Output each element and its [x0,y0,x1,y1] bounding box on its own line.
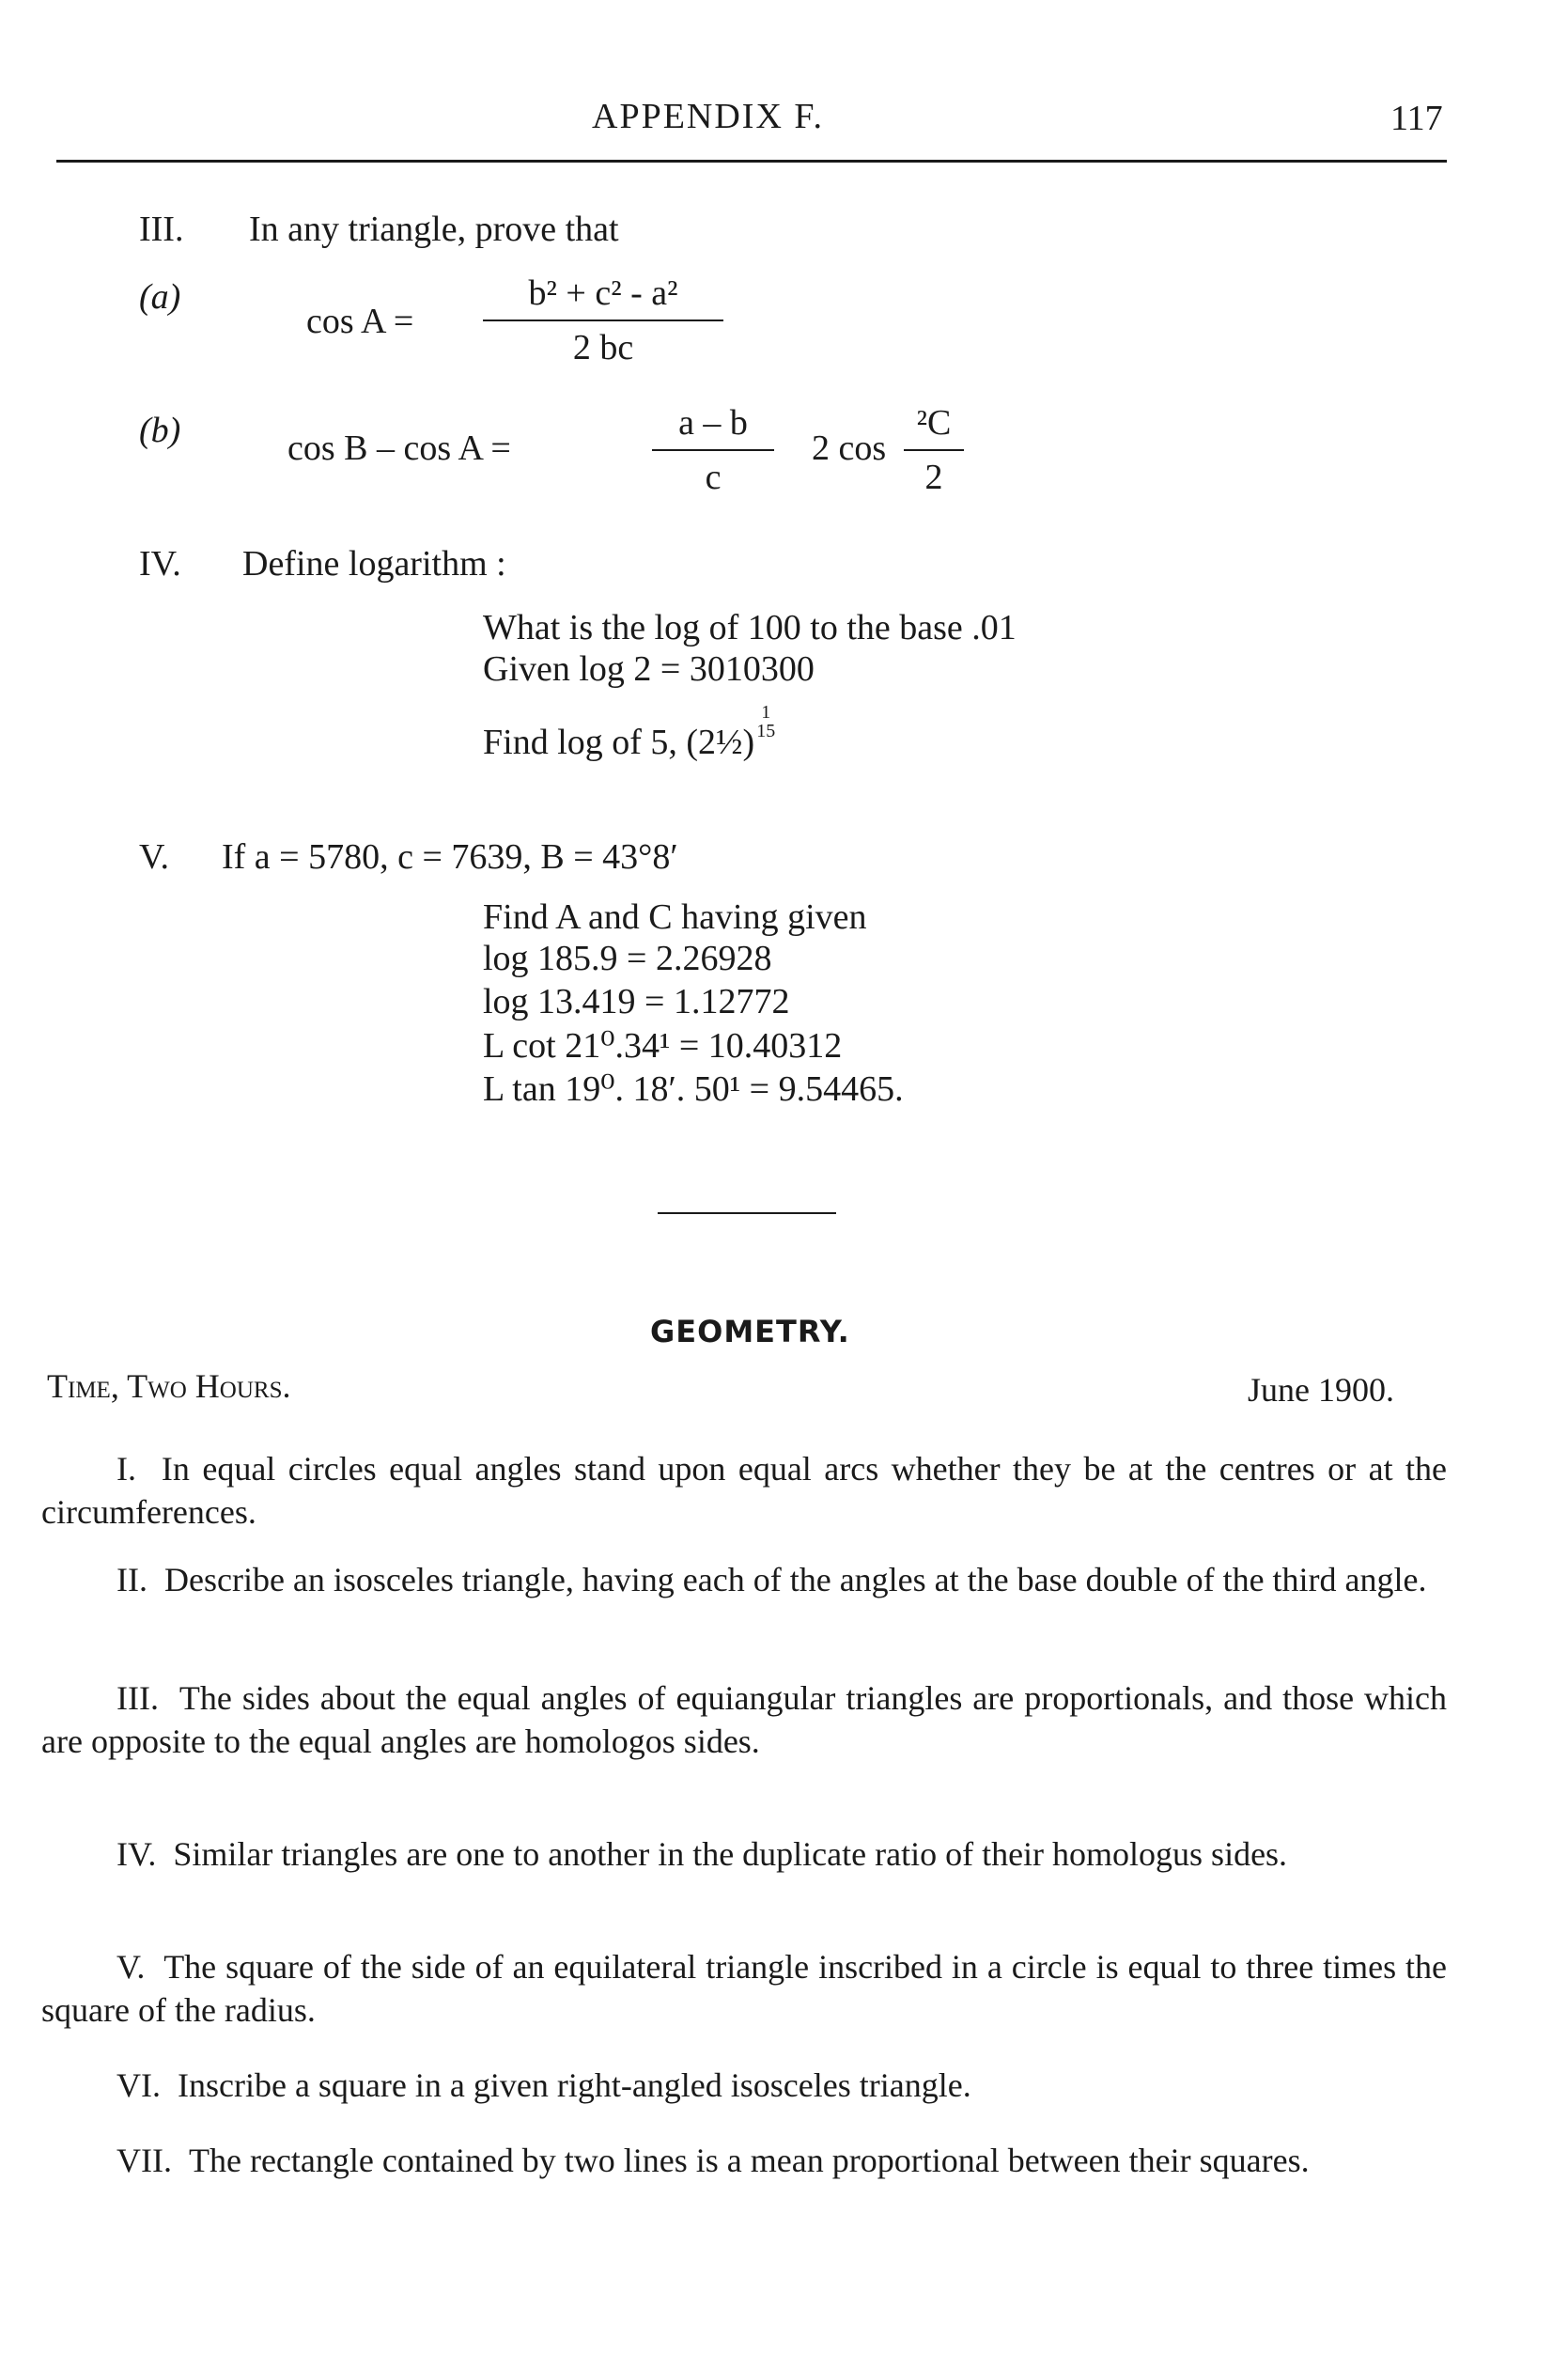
question-text: Inscribe a square in a given right-angled isosceles triangle. [178,2066,971,2104]
question-paragraph [41,2064,1447,2107]
question-paragraph [41,1447,1447,1534]
question-text: Describe an isosceles triangle, having each of the angles at the base double of the third angle. [163,1561,1427,1598]
question-number: II. [116,1561,147,1598]
question-line: Given log 2 = 3010300 [483,649,815,689]
fraction-bar [904,449,964,451]
question-paragraph [41,1558,1447,1601]
question-number: V. [116,1948,146,1986]
question-paragraph [41,2139,1447,2182]
header-rule [56,160,1447,163]
fraction-bar [483,320,723,321]
question-number: V. [139,837,170,877]
question-text: In equal circles equal angles stand upon equal arcs whether they be at the centres or at the circumferences. [41,1450,1448,1531]
question-number: III. [139,210,184,249]
question-line: Find A and C having given [483,897,867,937]
question-text: In any triangle, prove that [249,210,619,249]
question-number: III. [116,1679,159,1717]
part-label: (a) [139,277,181,317]
question-line: log 13.419 = 1.12772 [483,982,790,1021]
question-line [483,702,776,763]
page-number: 117 [1390,99,1443,138]
section-heading: GEOMETRY. [650,1314,850,1349]
running-header-title: APPENDIX F. [592,97,824,136]
fraction-denominator: c [705,458,722,497]
question-text: If a = 5780, c = 7639, B = 43°8′ [222,837,678,877]
question-text: The square of the side of an equilateral triangle inscribed in a circle is equal to three times the square of the radius. [41,1948,1448,2029]
question-line: What is the log of 100 to the base .01 [483,608,1017,647]
question-line: L tan 19⁰. 18′. 50¹ = 9.54465. [483,1069,904,1109]
equation-rhs: 2 cos [812,429,887,468]
question-text: Similar triangles are one to another in the duplicate ratio of their homologus sides. [173,1835,1288,1873]
question-line: log 185.9 = 2.26928 [483,939,772,978]
question-paragraph [41,1945,1447,2032]
fraction-numerator: a – b [678,403,748,443]
question-number: VII. [116,2142,172,2179]
fraction-numerator: ²C [916,403,952,443]
question-text: The sides about the equal angles of equiangular triangles are proportionals, and those which are opposite to the equal angles are homologos sides. [41,1679,1448,1760]
fraction-numerator: b² + c² - a² [528,273,678,313]
question-number: IV. [139,544,181,584]
question-line-text: Find log of 5, (2½) [483,723,755,762]
fraction-bar [652,449,774,451]
question-paragraph [41,1676,1447,1763]
fraction-denominator: 2 bc [572,328,634,367]
part-label: (b) [139,411,181,450]
question-number: I. [116,1450,136,1488]
fraction-denominator: 2 [924,458,943,497]
exponent-numerator: 1 [761,702,771,723]
exponent-denominator: 15 [756,721,776,741]
question-number: IV. [116,1835,157,1873]
fraction [904,402,964,498]
fraction [652,402,774,498]
equation-lhs: cos B – cos A = [287,429,511,468]
question-text: The rectangle contained by two lines is a mean proportional between their squares. [188,2142,1310,2179]
exam-duration: Time, Two Hours. [47,1367,291,1405]
section-divider [658,1212,836,1214]
fraction [483,273,723,368]
exam-date: June 1900. [1248,1371,1394,1409]
question-number: VI. [116,2066,161,2104]
question-text: Define logarithm : [242,544,506,584]
question-line: L cot 21⁰.34¹ = 10.40312 [483,1026,843,1066]
equation-lhs: cos A = [306,302,414,341]
exponent-fraction [756,703,775,740]
question-paragraph [41,1832,1447,1876]
